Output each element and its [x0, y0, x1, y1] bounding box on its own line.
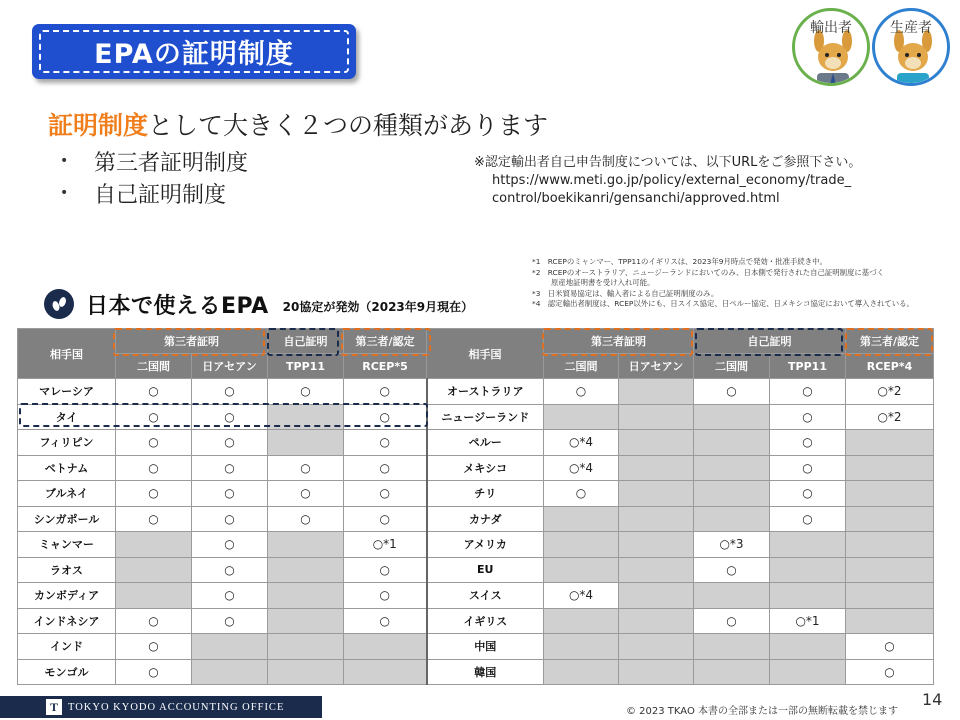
footer-company: TOKYO KYODO ACCOUNTING OFFICE	[68, 701, 285, 713]
mark-cell: ○*4	[544, 430, 619, 456]
bullet-list	[60, 145, 248, 209]
header-bilateral: 二国間	[544, 354, 619, 379]
na-cell	[694, 634, 770, 660]
footnotes	[532, 257, 914, 310]
country-cell: イギリス	[427, 608, 544, 634]
lead-highlight: 証明制度	[48, 111, 149, 140]
table-row	[18, 455, 934, 481]
na-cell	[846, 506, 934, 532]
na-cell	[846, 430, 934, 456]
country-cell: アメリカ	[427, 532, 544, 558]
na-cell	[694, 455, 770, 481]
na-cell	[846, 455, 934, 481]
na-cell	[268, 557, 344, 583]
page-number: 14	[922, 690, 943, 709]
mark-cell: ○*2	[846, 379, 934, 405]
mark-cell: ○	[116, 506, 192, 532]
bullet-text: 自己証明制度	[94, 182, 227, 208]
na-cell	[619, 532, 694, 558]
header-row-1	[18, 329, 934, 354]
mark-cell: ○*3	[694, 532, 770, 558]
bullet-item: • 自己証明制度	[60, 177, 248, 209]
na-cell	[544, 557, 619, 583]
title-banner	[32, 24, 356, 79]
table-row	[18, 481, 934, 507]
exporter-avatar	[792, 8, 870, 86]
header-tpp: TPP11	[268, 354, 344, 379]
mark-cell: ○	[770, 430, 846, 456]
country-cell: フィリピン	[18, 430, 116, 456]
table-row	[18, 532, 934, 558]
country-cell: マレーシア	[18, 379, 116, 405]
country-cell: ペルー	[427, 430, 544, 456]
country-cell: シンガポール	[18, 506, 116, 532]
na-cell	[846, 608, 934, 634]
na-cell	[619, 506, 694, 532]
footnote-2: *2 RCEPのオーストラリア、ニュージーランドにおいてのみ、日本側で発行された自己証明制度に基づく	[532, 267, 884, 277]
na-cell	[694, 430, 770, 456]
header-rcep: RCEP*5	[344, 354, 427, 379]
table-row	[18, 506, 934, 532]
na-cell	[619, 455, 694, 481]
country-cell: カナダ	[427, 506, 544, 532]
mark-cell: ○	[846, 634, 934, 660]
mark-cell: ○	[694, 557, 770, 583]
note-url-line1[interactable]: https://www.meti.go.jp/policy/external_economy/trade_	[492, 173, 852, 188]
mark-cell: ○	[544, 481, 619, 507]
header-bilateral: 二国間	[116, 354, 192, 379]
na-cell	[619, 557, 694, 583]
country-cell: ブルネイ	[18, 481, 116, 507]
header-partner: 相手国	[18, 329, 116, 379]
mark-cell: ○	[344, 404, 427, 430]
na-cell	[619, 404, 694, 430]
header-self-cert: 自己証明	[694, 329, 846, 354]
mark-cell: ○	[544, 379, 619, 405]
country-cell: ミャンマー	[18, 532, 116, 558]
bullet-text: 第三者証明制度	[94, 150, 249, 176]
section-title: 日本で使えるEPA	[86, 293, 269, 319]
header-self-cert: 自己証明	[268, 329, 344, 354]
mark-cell: ○*1	[770, 608, 846, 634]
table-row	[18, 430, 934, 456]
na-cell	[116, 532, 192, 558]
exporter-label: 輸出者	[810, 20, 852, 36]
header-third-party: 第三者証明	[116, 329, 268, 354]
mark-cell: ○	[116, 481, 192, 507]
na-cell	[770, 583, 846, 609]
na-cell	[268, 659, 344, 685]
na-cell	[770, 532, 846, 558]
na-cell	[619, 430, 694, 456]
na-cell	[544, 404, 619, 430]
company-logo-icon: T	[46, 699, 62, 715]
na-cell	[619, 608, 694, 634]
country-cell: タイ	[18, 404, 116, 430]
table-row	[18, 404, 934, 430]
page-title: EPAの証明制度	[39, 30, 349, 73]
na-cell	[846, 557, 934, 583]
na-cell	[694, 481, 770, 507]
mark-cell: ○	[344, 481, 427, 507]
mark-cell: ○	[268, 455, 344, 481]
header-bilateral: 二国間	[694, 354, 770, 379]
footnote-2-cont: 原産地証明書を受け入れ可能。	[551, 278, 655, 287]
mark-cell: ○	[192, 404, 268, 430]
na-cell	[619, 659, 694, 685]
country-cell: インドネシア	[18, 608, 116, 634]
country-cell: チリ	[427, 481, 544, 507]
note-url-line2[interactable]: control/boekikanri/gensanchi/approved.html	[492, 191, 780, 206]
mark-cell: ○*4	[544, 583, 619, 609]
mark-cell: ○	[770, 379, 846, 405]
na-cell	[544, 634, 619, 660]
footnote-3: *3 日米貿易協定は、輸入者による自己証明制度のみ。	[532, 288, 719, 298]
na-cell	[192, 659, 268, 685]
mark-cell: ○	[846, 659, 934, 685]
lead-rest: として大きく２つの種類があります	[148, 111, 549, 140]
na-cell	[770, 634, 846, 660]
mark-cell: ○	[344, 506, 427, 532]
mark-cell: ○	[770, 455, 846, 481]
header-third-or-cert: 第三者/認定	[344, 329, 427, 354]
mark-cell: ○	[770, 481, 846, 507]
na-cell	[619, 583, 694, 609]
country-cell: 中国	[427, 634, 544, 660]
producer-avatar	[872, 8, 950, 86]
header-japan-asean: 日アセアン	[619, 354, 694, 379]
section-heading	[44, 287, 473, 321]
na-cell	[192, 634, 268, 660]
header-third-party: 第三者証明	[544, 329, 694, 354]
mark-cell: ○*2	[846, 404, 934, 430]
mark-cell: ○	[344, 608, 427, 634]
na-cell	[694, 583, 770, 609]
country-cell: 韓国	[427, 659, 544, 685]
mark-cell: ○	[192, 506, 268, 532]
na-cell	[619, 379, 694, 405]
country-cell: メキシコ	[427, 455, 544, 481]
mark-cell: ○	[268, 506, 344, 532]
header-rcep: RCEP*4	[846, 354, 934, 379]
table-row	[18, 557, 934, 583]
header-partner: 相手国	[427, 329, 544, 379]
lead-text	[48, 106, 548, 142]
country-cell: ニュージーランド	[427, 404, 544, 430]
mark-cell: ○	[344, 557, 427, 583]
mark-cell: ○	[268, 481, 344, 507]
header-japan-asean: 日アセアン	[192, 354, 268, 379]
na-cell	[268, 583, 344, 609]
country-cell: ベトナム	[18, 455, 116, 481]
na-cell	[544, 506, 619, 532]
table-row	[18, 659, 934, 685]
na-cell	[770, 557, 846, 583]
section-subtitle: 20協定が発効（2023年9月現在）	[282, 299, 474, 314]
mark-cell: ○	[116, 379, 192, 405]
na-cell	[544, 659, 619, 685]
na-cell	[268, 404, 344, 430]
mark-cell: ○	[116, 455, 192, 481]
mark-cell: ○	[344, 379, 427, 405]
na-cell	[268, 634, 344, 660]
producer-label: 生産者	[890, 20, 932, 36]
country-cell: インド	[18, 634, 116, 660]
mark-cell: ○	[116, 404, 192, 430]
na-cell	[544, 608, 619, 634]
mark-cell: ○	[192, 608, 268, 634]
mark-cell: ○	[192, 532, 268, 558]
header-third-or-cert: 第三者/認定	[846, 329, 934, 354]
mark-cell: ○	[116, 659, 192, 685]
epa-table-body	[18, 379, 934, 685]
na-cell	[116, 557, 192, 583]
header-tpp: TPP11	[770, 354, 846, 379]
mark-cell: ○	[116, 430, 192, 456]
mark-cell: ○	[344, 583, 427, 609]
mark-cell: ○	[192, 430, 268, 456]
mark-cell: ○	[694, 379, 770, 405]
url-note	[474, 154, 861, 208]
country-cell: オーストラリア	[427, 379, 544, 405]
mark-cell: ○	[116, 608, 192, 634]
na-cell	[619, 481, 694, 507]
mark-cell: ○	[192, 583, 268, 609]
mark-cell: ○	[192, 455, 268, 481]
mark-cell: ○	[192, 481, 268, 507]
bullet-item: • 第三者証明制度	[60, 145, 248, 177]
table-row	[18, 634, 934, 660]
na-cell	[846, 532, 934, 558]
na-cell	[116, 583, 192, 609]
table-row	[18, 608, 934, 634]
copyright-text: © 2023 TKAO 本書の全部または一部の無断転載を禁じます	[626, 706, 899, 717]
mark-cell: ○*1	[344, 532, 427, 558]
footnote-4: *4 認定輸出者制度は、RCEP以外にも、日スイス協定、日ペルー協定、日メキシコ協定において導入されている。	[532, 299, 914, 308]
na-cell	[619, 634, 694, 660]
note-text: ※認定輸出者自己申告制度については、以下URLをご参照下さい。	[474, 155, 862, 170]
mark-cell: ○	[344, 430, 427, 456]
na-cell	[544, 532, 619, 558]
country-cell: モンゴル	[18, 659, 116, 685]
na-cell	[846, 583, 934, 609]
mark-cell: ○	[770, 404, 846, 430]
na-cell	[770, 659, 846, 685]
epa-table	[17, 328, 934, 685]
footnote-1: *1 RCEPのミャンマー、TPP11のイギリスは、2023年9月時点で発効・批准手続き中。	[532, 257, 827, 266]
mark-cell: ○	[116, 634, 192, 660]
mark-cell: ○	[268, 379, 344, 405]
mark-cell: ○	[770, 506, 846, 532]
na-cell	[694, 506, 770, 532]
country-cell: ラオス	[18, 557, 116, 583]
country-cell: カンボディア	[18, 583, 116, 609]
na-cell	[268, 532, 344, 558]
mark-cell: ○*4	[544, 455, 619, 481]
na-cell	[344, 659, 427, 685]
na-cell	[846, 481, 934, 507]
country-cell: スイス	[427, 583, 544, 609]
mark-cell: ○	[192, 379, 268, 405]
mark-cell: ○	[344, 455, 427, 481]
na-cell	[268, 430, 344, 456]
mark-cell: ○	[694, 608, 770, 634]
table-row	[18, 583, 934, 609]
table-row	[18, 379, 934, 405]
mark-cell: ○	[192, 557, 268, 583]
na-cell	[268, 608, 344, 634]
footprint-icon	[44, 289, 74, 319]
na-cell	[694, 404, 770, 430]
na-cell	[694, 659, 770, 685]
country-cell: EU	[427, 557, 544, 583]
na-cell	[344, 634, 427, 660]
